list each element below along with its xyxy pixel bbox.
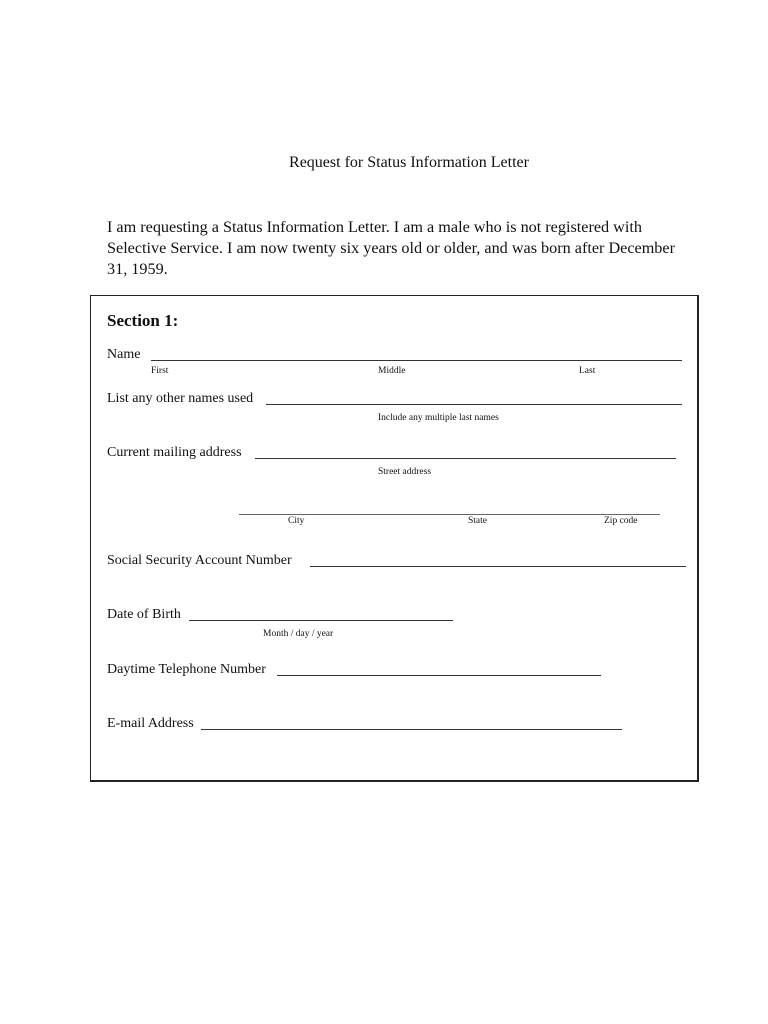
dob-caption: Month / day / year bbox=[263, 629, 334, 639]
first-name-caption: First bbox=[151, 366, 169, 376]
mailing-address-label: Current mailing address bbox=[107, 445, 242, 460]
email-label: E-mail Address bbox=[107, 716, 194, 731]
city-state-zip-field[interactable] bbox=[239, 514, 660, 515]
phone-field[interactable] bbox=[277, 675, 601, 676]
name-label: Name bbox=[107, 347, 141, 362]
intro-paragraph: I am requesting a Status Information Letter. I am a male who is not registered with Selective Service. I am now twenty six years old or older, and was born after December 31, 1959. bbox=[107, 218, 675, 278]
street-address-caption: Street address bbox=[378, 467, 432, 477]
other-names-field[interactable] bbox=[266, 404, 682, 405]
middle-name-caption: Middle bbox=[378, 366, 406, 376]
state-caption: State bbox=[468, 516, 487, 526]
phone-label: Daytime Telephone Number bbox=[107, 662, 266, 677]
last-name-caption: Last bbox=[579, 366, 596, 376]
other-names-label: List any other names used bbox=[107, 391, 254, 406]
ssn-field[interactable] bbox=[310, 566, 686, 567]
name-field[interactable] bbox=[151, 360, 682, 361]
dob-field[interactable] bbox=[189, 620, 453, 621]
street-address-field[interactable] bbox=[255, 458, 676, 459]
document-title: Request for Status Information Letter bbox=[289, 154, 529, 171]
ssn-label: Social Security Account Number bbox=[107, 553, 292, 568]
section-heading: Section 1: bbox=[107, 311, 179, 330]
email-field[interactable] bbox=[201, 729, 622, 730]
other-names-caption: Include any multiple last names bbox=[378, 413, 499, 423]
zip-code-caption: Zip code bbox=[604, 516, 638, 526]
dob-label: Date of Birth bbox=[107, 607, 181, 622]
city-caption: City bbox=[288, 516, 305, 526]
